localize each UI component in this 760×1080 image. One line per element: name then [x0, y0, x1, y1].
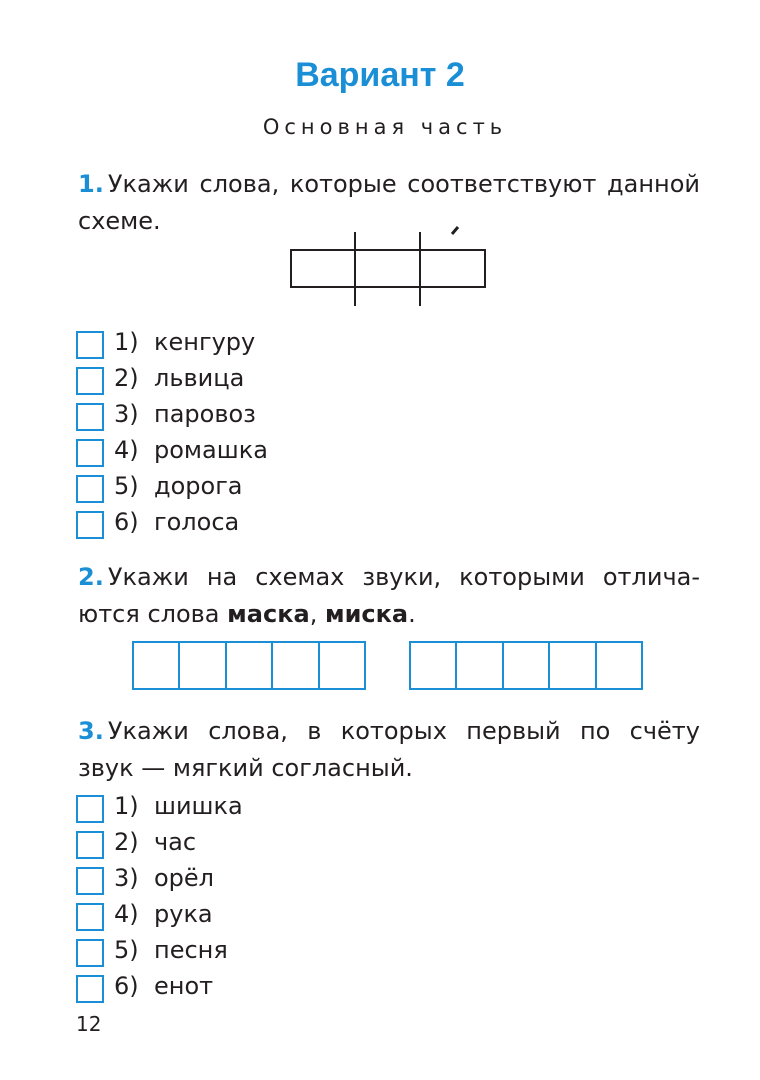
checkbox[interactable] [76, 867, 104, 895]
list-item[interactable] [76, 472, 336, 503]
task-1-text: Укажи слова, которые соответствуют данной [107, 170, 700, 198]
list-item[interactable] [76, 792, 336, 823]
option-word: голоса [154, 508, 240, 536]
option-word: кенгуру [154, 328, 256, 356]
option-number: 4) [114, 436, 139, 464]
list-item[interactable] [76, 508, 336, 539]
option-number: 6) [114, 508, 139, 536]
task-2-line-1 [78, 559, 700, 596]
option-word: ромашка [154, 436, 268, 464]
option-number: 3) [114, 864, 139, 892]
list-item[interactable] [76, 364, 336, 395]
list-item[interactable] [76, 436, 336, 467]
task-3 [78, 713, 700, 787]
option-word: рука [154, 900, 213, 928]
sound-cell[interactable] [457, 643, 503, 688]
task-3-line-2: звук — мягкий согласный. [78, 754, 413, 782]
task-3-number: 3. [78, 717, 104, 745]
scheme-rectangle [291, 250, 485, 287]
list-item[interactable] [76, 936, 336, 967]
option-number: 2) [114, 828, 139, 856]
list-item[interactable] [76, 328, 336, 359]
option-word: дорога [154, 472, 243, 500]
checkbox[interactable] [76, 795, 104, 823]
task-1-line-2: схеме. [78, 207, 161, 235]
section-subtitle: Основная часть [262, 115, 508, 139]
option-number: 5) [114, 936, 139, 964]
list-item[interactable] [76, 972, 336, 1003]
page-title: Вариант 2 [295, 56, 465, 94]
checkbox[interactable] [76, 403, 104, 431]
option-word: орёл [154, 864, 215, 892]
option-word: шишка [154, 792, 243, 820]
sound-cell[interactable] [320, 643, 364, 688]
stress-mark-icon [452, 227, 458, 234]
task-3-text: Укажи слова, в которых первый по счёту [107, 717, 700, 745]
option-word: енот [154, 972, 214, 1000]
sound-cell[interactable] [411, 643, 457, 688]
option-number: 2) [114, 364, 139, 392]
option-word: песня [154, 936, 228, 964]
option-word: львица [154, 364, 245, 392]
sound-cell[interactable] [134, 643, 180, 688]
option-number: 1) [114, 792, 139, 820]
option-number: 1) [114, 328, 139, 356]
task-2-number: 2. [78, 563, 104, 591]
task-1-line-1 [78, 166, 700, 203]
task-2-text: Укажи на схемах звуки, которыми отлича- [107, 563, 700, 591]
option-number: 6) [114, 972, 139, 1000]
sound-cell[interactable] [180, 643, 226, 688]
task-3-line-1 [78, 713, 700, 750]
checkbox[interactable] [76, 367, 104, 395]
option-word: час [154, 828, 197, 856]
checkbox[interactable] [76, 903, 104, 931]
checkbox[interactable] [76, 331, 104, 359]
task-1-number: 1. [78, 170, 104, 198]
checkbox[interactable] [76, 831, 104, 859]
sentence-end: . [408, 600, 416, 628]
option-number: 3) [114, 400, 139, 428]
sound-cell[interactable] [550, 643, 596, 688]
list-item[interactable] [76, 828, 336, 859]
list-item[interactable] [76, 400, 336, 431]
option-word: паровоз [154, 400, 256, 428]
word-miska: миска [324, 600, 409, 628]
sound-scheme-2 [409, 641, 643, 690]
sound-cell[interactable] [597, 643, 641, 688]
checkbox[interactable] [76, 511, 104, 539]
sound-cell[interactable] [504, 643, 550, 688]
checkbox[interactable] [76, 475, 104, 503]
sound-scheme-1 [132, 641, 366, 690]
task-2 [78, 559, 700, 633]
list-item[interactable] [76, 864, 336, 895]
page-number: 12 [76, 1012, 102, 1036]
task-2-text-prefix: ются слова [78, 600, 228, 628]
checkbox[interactable] [76, 439, 104, 467]
task-2-line-2 [78, 596, 700, 633]
sound-cell[interactable] [273, 643, 319, 688]
separator: , [309, 600, 325, 628]
option-number: 4) [114, 900, 139, 928]
word-maska: маска [227, 600, 310, 628]
checkbox[interactable] [76, 939, 104, 967]
checkbox[interactable] [76, 975, 104, 1003]
option-number: 5) [114, 472, 139, 500]
syllable-scheme [280, 226, 500, 310]
list-item[interactable] [76, 900, 336, 931]
sound-cell[interactable] [227, 643, 273, 688]
